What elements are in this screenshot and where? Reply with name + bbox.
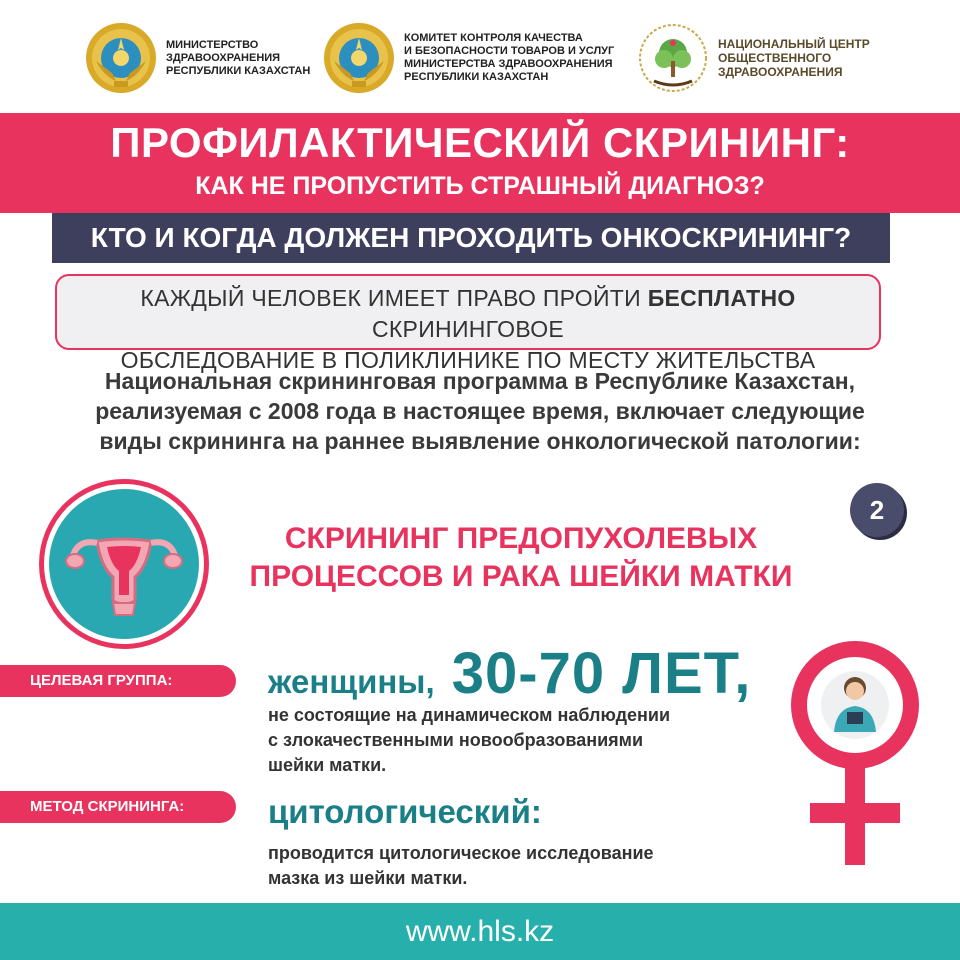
committee-name: КОМИТЕТ КОНТРОЛЯ КАЧЕСТВА И БЕЗОПАСНОСТИ ТОВАРОВ И УСЛУГ МИНИСТЕРСТВА ЗДРАВООХРАНЕНИЯ РЕСПУБЛИКИ КАЗАХСТАН [404,32,615,83]
kazakhstan-emblem-icon [84,21,158,95]
female-symbol-icon [790,640,920,870]
section-number-badge: 2 [850,483,904,537]
target-description: не состоящие на динамическом наблюдении с злокачественными новообразованиями шейки матки. [268,705,671,775]
target-group-label: ЦЕЛЕВАЯ ГРУППА: [0,665,236,697]
free-screening-notice: КАЖДЫЙ ЧЕЛОВЕК ИМЕЕТ ПРАВО ПРОЙТИ БЕСПЛАТНО СКРИНИНГОВОЕ ОБСЛЕДОВАНИЕ В ПОЛИКЛИНИКЕ ПО МЕСТУ ЖИТЕЛЬСТВА [55,274,881,350]
method-title: цитологический: [268,793,542,830]
national-center-name: НАЦИОНАЛЬНЫЙ ЦЕНТР ОБЩЕСТВЕННОГО ЗДРАВООХРАНЕНИЯ [718,37,870,79]
ministry-name: МИНИСТЕРСТВО ЗДРАВООХРАНЕНИЯ РЕСПУБЛИКИ КАЗАХСТАН [166,38,311,77]
website-link[interactable]: www.hls.kz [405,915,555,948]
tree-emblem-icon [636,21,710,95]
page-title: ПРОФИЛАКТИЧЕСКИЙ СКРИНИНГ: [110,119,850,166]
free-highlight: БЕСПЛАТНО [647,285,796,311]
uterus-icon [49,489,199,639]
method-description: проводится цитологическое исследование мазка из шейки матки. [268,843,654,888]
national-center-logo [636,18,870,98]
screening-title: СКРИНИНГ ПРЕДОПУХОЛЕВЫХ ПРОЦЕССОВ И РАКА ШЕЙКИ МАТКИ [249,522,793,593]
kazakhstan-emblem-icon [322,21,396,95]
program-description: Национальная скрининговая программа в Республике Казахстан, реализуемая с 2008 года в настоящее время, включает следующие виды скрининга на раннее выявление онкологической патологии: [95,368,865,454]
committee-logo [322,18,614,98]
page-subtitle: КАК НЕ ПРОПУСТИТЬ СТРАШНЫЙ ДИАГНОЗ? [195,172,765,200]
target-age: женщины, 30-70 ЛЕТ, [268,641,752,706]
ministry-logo [84,18,310,98]
screening-method-label: МЕТОД СКРИНИНГА: [0,791,236,823]
question-heading: КТО И КОГДА ДОЛЖЕН ПРОХОДИТЬ ОНКОСКРИНИНГ? [90,222,852,253]
uterus-illustration [44,484,204,644]
